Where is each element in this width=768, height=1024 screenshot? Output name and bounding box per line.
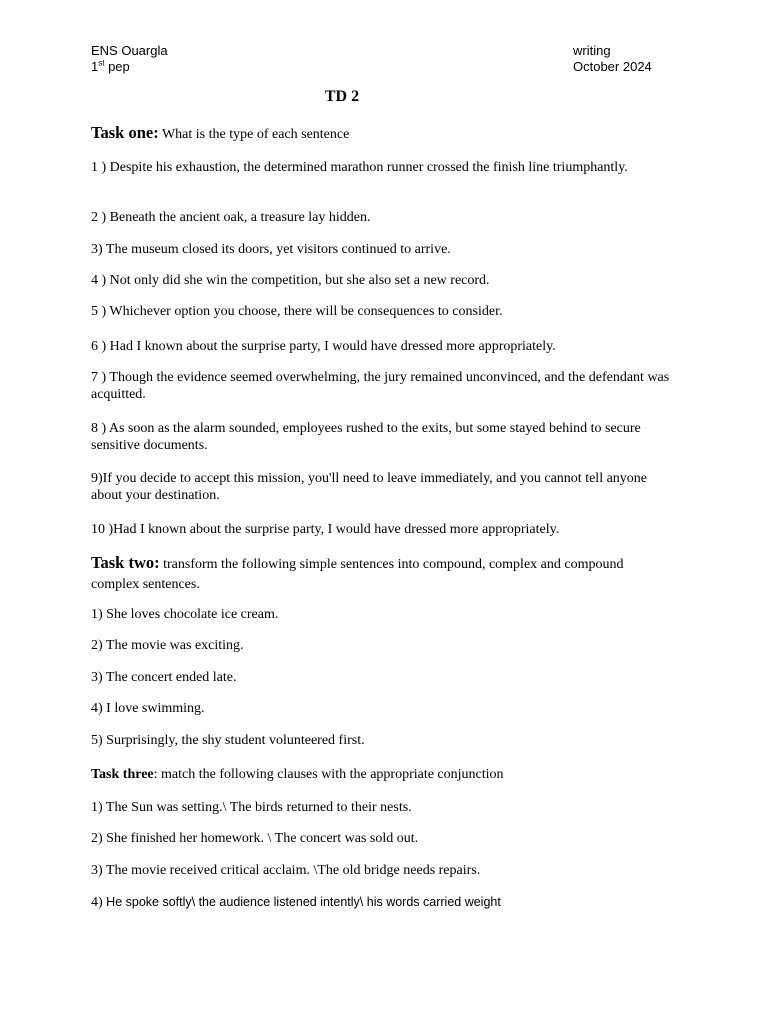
task-one-item: 10 )Had I known about the surprise party, I would have dressed more appropriately. — [91, 522, 560, 537]
task-one-item: 5 ) Whichever option you choose, there will be consequences to consider. — [91, 304, 503, 319]
class-level-number: 1 — [91, 59, 99, 74]
task-two-heading — [91, 553, 671, 595]
task-three-instruction: : match the following clauses with the appropriate conjunction — [153, 767, 504, 782]
school-name: ENS Ouargla — [91, 43, 168, 58]
subject: writing — [573, 43, 611, 58]
task-two-item: 2) The movie was exciting. — [91, 638, 244, 653]
task-one-label: Task one: — [91, 123, 159, 142]
task-one-item: 6 ) Had I known about the surprise party, I would have dressed more appropriately. — [91, 339, 556, 354]
task-three-heading — [91, 766, 671, 783]
header-right — [573, 43, 652, 75]
task-three-item-number: 4) — [91, 895, 107, 910]
task-one-instruction: What is the type of each sentence — [158, 127, 350, 142]
task-three-item: 2) She finished her homework. \ The concert was sold out. — [91, 831, 419, 846]
task-one-item: 3) The museum closed its doors, yet visitors continued to arrive. — [91, 242, 451, 257]
task-three-item-text: He spoke softly\ the audience listened intently\ his words carried weight — [106, 895, 501, 909]
class-level-rest: pep — [104, 59, 130, 74]
task-three-item — [91, 894, 671, 911]
task-two-item: 1) She loves chocolate ice cream. — [91, 607, 279, 622]
class-level-suffix: st — [98, 58, 105, 68]
task-one-item: 9)If you decide to accept this mission, you'll need to leave immediately, and you cannot tell anyone about your destination. — [91, 471, 648, 503]
task-one-item: 2 ) Beneath the ancient oak, a treasure lay hidden. — [91, 210, 371, 225]
task-three-item: 1) The Sun was setting.\ The birds returned to their nests. — [91, 800, 412, 815]
task-two-item: 3) The concert ended late. — [91, 670, 237, 685]
task-one-item: 1 ) Despite his exhaustion, the determined marathon runner crossed the finish line triumphantly. — [91, 160, 628, 175]
task-three-item: 3) The movie received critical acclaim. \The old bridge needs repairs. — [91, 863, 481, 878]
class-level — [91, 59, 168, 75]
task-one-item: 4 ) Not only did she win the competition, but she also set a new record. — [91, 273, 490, 288]
task-one-item: 7 ) Though the evidence seemed overwhelming, the jury remained unconvinced, and the defendant was acquitted. — [91, 370, 670, 402]
task-two-item: 5) Surprisingly, the shy student volunteered first. — [91, 733, 365, 748]
task-three-label: Task three — [91, 767, 154, 782]
task-one-heading — [91, 124, 671, 143]
task-two-instruction: transform the following simple sentences into compound, complex and compound complex sentences. — [91, 557, 624, 592]
date: October 2024 — [573, 59, 652, 74]
task-two-item: 4) I love swimming. — [91, 701, 205, 716]
task-two-label: Task two: — [91, 553, 160, 572]
header-left — [91, 43, 168, 75]
page-title: TD 2 — [324, 88, 360, 105]
task-one-item: 8 ) As soon as the alarm sounded, employees rushed to the exits, but some stayed behind to secure sensitive documents. — [91, 421, 641, 453]
